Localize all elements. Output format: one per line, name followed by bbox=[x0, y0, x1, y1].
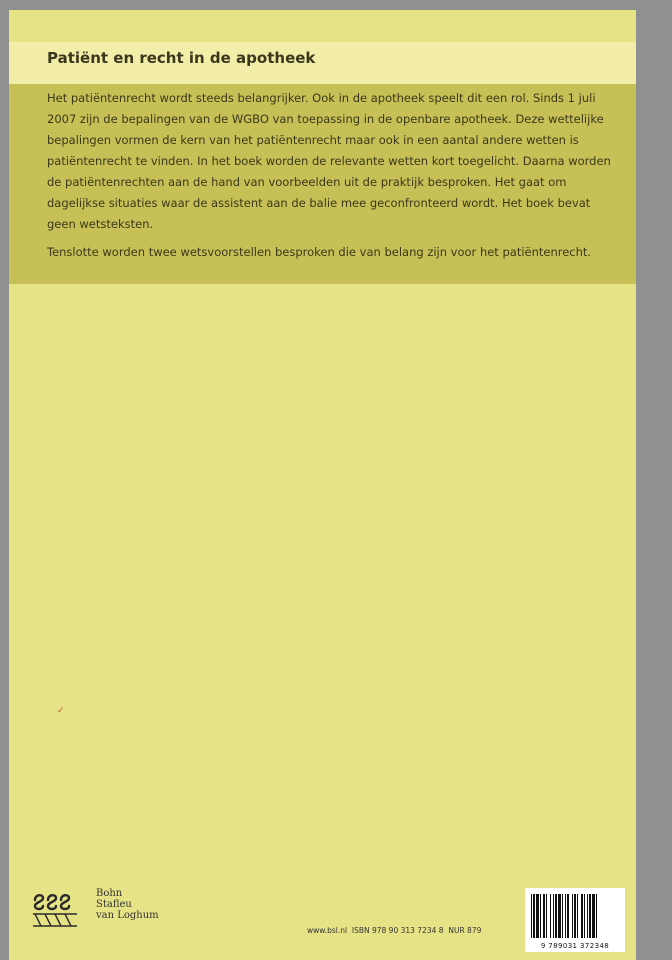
isbn-line bbox=[307, 926, 481, 935]
book-title: Patiënt en recht in de apotheek bbox=[47, 49, 316, 67]
description-paragraph-2: Tenslotte worden twee wetsvoorstellen besproken die van belang zijn voor het patiëntenrecht. bbox=[47, 245, 592, 259]
barcode-bar bbox=[565, 894, 566, 938]
isbn-label: ISBN bbox=[351, 926, 370, 935]
publisher-block bbox=[31, 888, 159, 930]
barcode-bar bbox=[555, 894, 557, 938]
publisher-name-line: Stafleu bbox=[96, 899, 132, 910]
publisher-name bbox=[96, 888, 159, 921]
barcode-bar bbox=[587, 894, 588, 938]
publisher-logo-icon bbox=[31, 888, 81, 930]
barcode-bar bbox=[584, 894, 585, 938]
barcode-bar bbox=[562, 894, 563, 938]
nur-number: 879 bbox=[467, 926, 482, 935]
isbn-number: 978 90 313 7234 8 bbox=[371, 926, 444, 935]
barcode bbox=[525, 888, 625, 952]
website-link[interactable]: www.bsl.nl bbox=[307, 926, 348, 935]
barcode-bar bbox=[543, 894, 545, 938]
publisher-name-line: Bohn bbox=[96, 888, 123, 899]
barcode-bar bbox=[550, 894, 551, 938]
barcode-bar bbox=[577, 894, 578, 938]
barcode-bar bbox=[531, 894, 532, 938]
barcode-bar bbox=[574, 894, 576, 938]
publisher-name-line: van Loghum bbox=[96, 910, 159, 921]
barcode-bar bbox=[572, 894, 573, 938]
description-paragraph-1: Het patiëntenrecht wordt steeds belangrijker. Ook in de apotheek speelt dit een rol. Sinds 1 juli 2007 zijn de bepalingen van de WGBO van toepassing in de openbare apotheek. Deze wettelijke bepalingen vormen de kern van het patiëntenrecht maar ook in een aantal andere wetten is patiëntenrecht te vinden. In het boek worden de relevante wetten kort toegelicht. Daarna worden de patiëntenrechten aan de hand van voorbeelden uit de praktijk besproken. Het gaat om dagelijkse situaties waar de assistent aan de balie mee geconfronteerd wordt. Het boek bevat geen wetsteksten. bbox=[47, 91, 611, 231]
barcode-bar bbox=[540, 894, 541, 938]
barcode-bar bbox=[533, 894, 535, 938]
barcode-bar bbox=[553, 894, 554, 938]
barcode-bar bbox=[546, 894, 547, 938]
barcode-bar bbox=[581, 894, 583, 938]
barcode-bar bbox=[592, 894, 595, 938]
barcode-bar bbox=[536, 894, 539, 938]
barcode-bar bbox=[558, 894, 561, 938]
nur-label: NUR bbox=[448, 926, 465, 935]
barcode-digits: 9 789031 372348 bbox=[540, 942, 610, 950]
back-cover bbox=[9, 10, 636, 960]
barcode-bar bbox=[596, 894, 597, 938]
barcode-bar bbox=[589, 894, 591, 938]
barcode-bars bbox=[531, 894, 619, 938]
check-mark: ✓ bbox=[57, 706, 65, 716]
barcode-bar bbox=[567, 894, 569, 938]
